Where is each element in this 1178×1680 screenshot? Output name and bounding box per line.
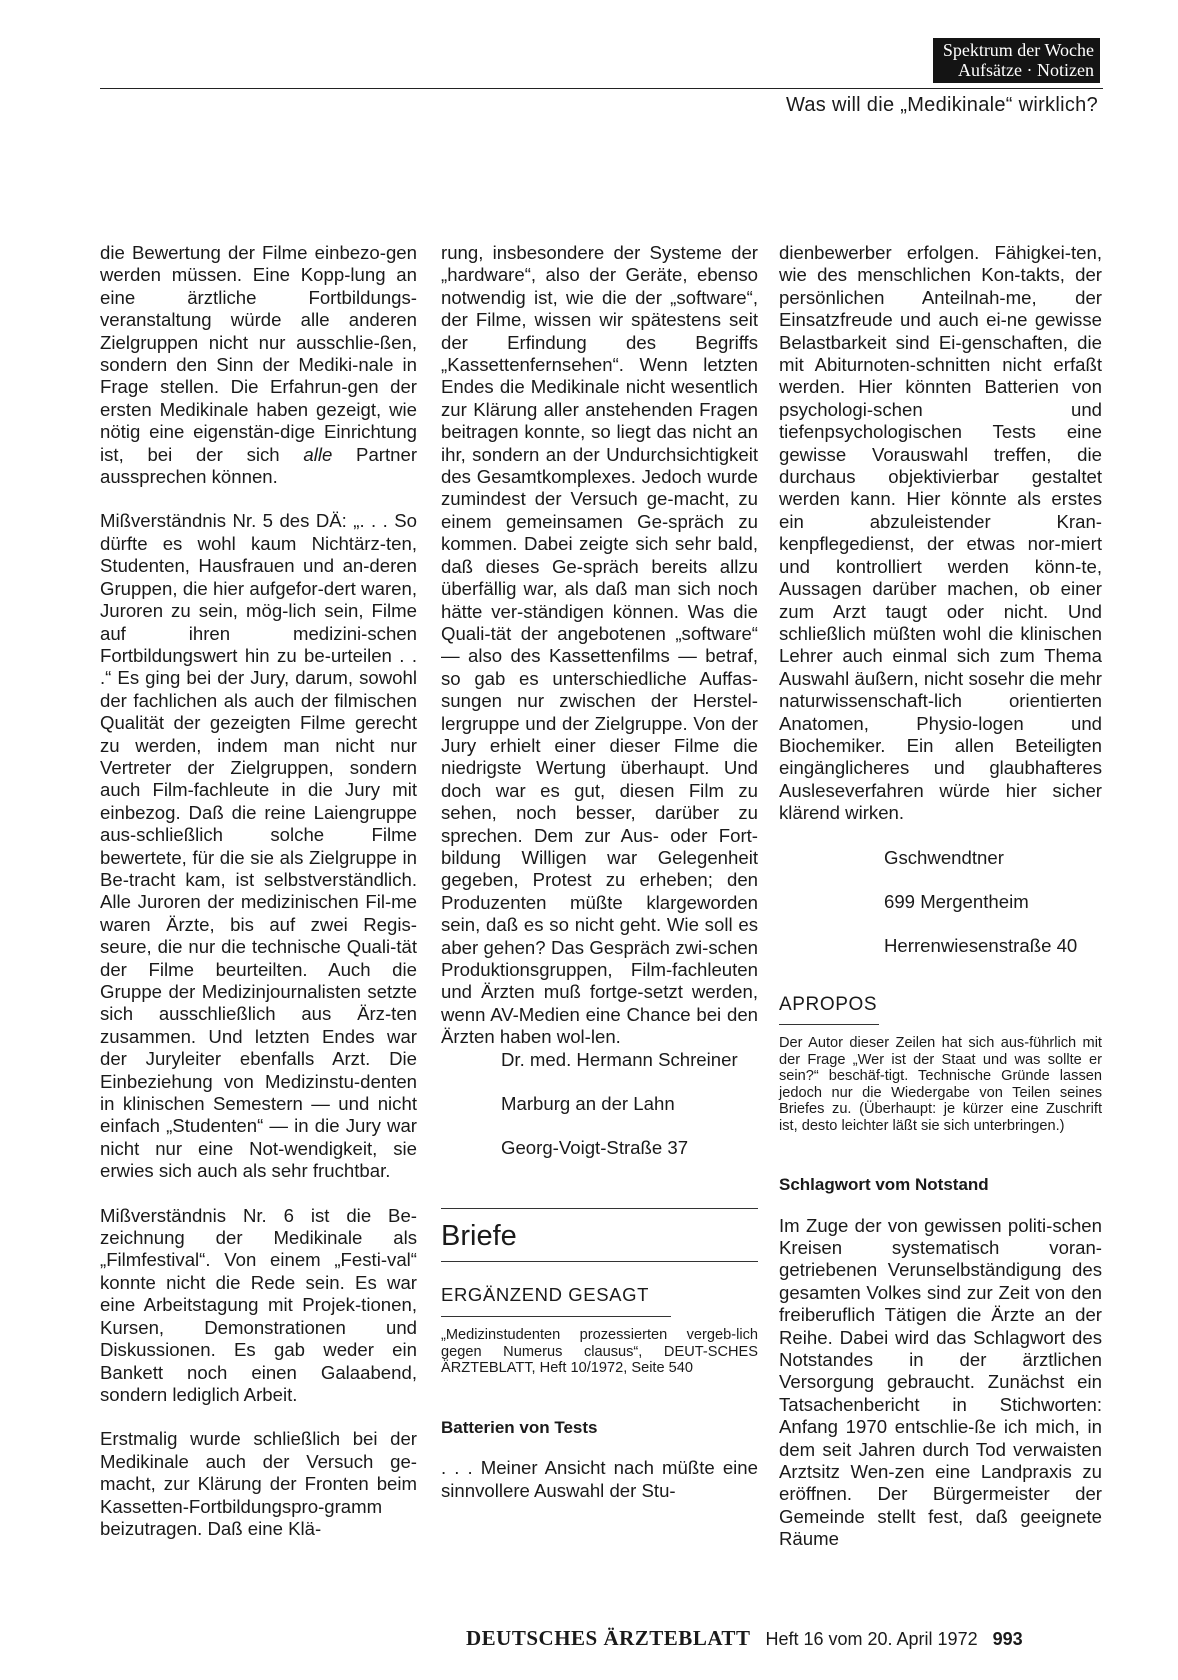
divider	[441, 1208, 758, 1209]
signature-city: Marburg an der Lahn	[501, 1093, 675, 1115]
editorial-note: Der Autor dieser Zeilen hat sich aus-führlich mit der Frage „Wer ist der Staat und was sollte er sein?“ beschäf-tigt. Technische Gründe lassen jedoch nur die Wiedergabe von Teilen seines Briefes zu. (Überhaupt: je kürzer eine Zuschrift ist, desto leichter läßt sie sich unterbringen.)	[779, 1035, 1102, 1134]
signature-street: Herrenwiesenstraße 40	[884, 935, 1078, 957]
paragraph: Mißverständnis Nr. 5 des DÄ: „. . . So dürfte es wohl kaum Nichtärz-ten, Studenten, Hausfrauen und an-deren Gruppen, die hier aufgefor-dert waren, Juroren zu sein, mög-lich sein, Filme auf ihren medizini-schen Fortbildungswert hin zu be-urteilen . . .“ Es ging bei der Jury, darum, sowohl der fachlichen als auch der filmischen Qualität der gezeigten Filme gerecht zu werden, indem man nicht nur Vertreter der Zielgruppen, sondern auch Film-fachleute in die Jury mit einbezog. Daß die reine Laiengruppe aus-schließlich solche Filme bewertete, für die sie als Zielgruppe in Be-tracht kam, ist selbstverständlich. Alle Juroren der medizinischen Fil-me waren Ärzte, bis auf zwei Regis-seure, die nur die technische Quali-tät der Filme beurteilten. Auch die Gruppe der Medizinjournalisten setzte sich ausschließlich aus Ärz-ten zusammen. Und letzten Endes war der Juryleiter ebenfalls Arzt. Die Einbeziehung von Medizinstu-denten in klinischen Semestern — und nicht einfach „Studenten“ — in die Jury war nicht nur eine Not-wendigkeit, sie erwies sich auch als sehr fruchtbar.	[100, 510, 417, 1182]
column-2	[441, 242, 758, 1502]
section-title-briefe: Briefe	[441, 1219, 517, 1252]
letter-heading: ERGÄNZEND GESAGT	[441, 1284, 671, 1317]
paragraph: Im Zuge der von gewissen politi-schen Kreisen systematisch voran-getriebenen Verunselbständigung des gesamten Volkes sind zur Zeit von den freiberuflich Tätigen die Ärzte an der Reihe. Dabei wird das Schlagwort des Notstandes in der ärztlichen Versorgung gebraucht. Zunächst ein Tatsachenbericht in Stichworten: Anfang 1970 entschlie-ße ich mich, in dem seit Jahren durch Tod verwaisten Arztsitz Wen-zen eine Landpraxis zu eröffnen. Der Bürgermeister der Gemeinde stellt fest, daß geeignete Räume	[779, 1214, 1102, 1550]
column-3	[779, 242, 1102, 1551]
letter-subheading: Batterien von Tests	[441, 1417, 598, 1437]
signature-name: Dr. med. Hermann Schreiner	[501, 1048, 738, 1070]
letter-subheading: Schlagwort vom Notstand	[779, 1175, 989, 1195]
paragraph: dienbewerber erfolgen. Fähigkei-ten, wie des menschlichen Kon-takts, der persönlichen Anteilnah-me, der Einsatzfreude und auch ei-ne gewisse Belastbarkeit sind Ei-genschaften, die mit Abiturnoten-schnitten nicht erfaßt werden. Hier könnten Batterien von psychologi-schen und tiefenpsychologischen Tests eine gewisse Vorauswahl treffen, die durchaus objektivierbar gestaltet werden kann. Hier könnte als erstes ein abzuleistender Kran-kenpflegedienst, der etwas nor-miert und kontrolliert werden könn-te, Aussagen darüber machen, ob einer zum Arzt taugt oder nicht. Und schließlich müßten wohl die klinischen Lehrer auch einmal sich zum Thema Auswahl äußern, nicht sosehr die mehr naturwissenschaft-lich orientierten Anatomen, Physio-logen und Biochemiker. Ein allen Beteiligten eingänglicheres und glaubhafteres Ausleseverfahren würde hier sicher klärend wirken.	[779, 242, 1102, 824]
paragraph: Erstmalig wurde schließlich bei der Medikinale auch der Versuch ge-macht, zur Klärung der Fronten beim Kassetten-Fortbildungspro-gramm beizutragen. Daß eine Klä-	[100, 1428, 417, 1539]
page-number: 993	[992, 1629, 1023, 1649]
column-1	[100, 242, 417, 1540]
paragraph: rung, insbesondere der Systeme der „hardware“, also der Geräte, ebenso notwendig ist, wie die der „software“, der Filme, wissen wir spätestens seit der Erfindung des Begriffs „Kassettenfernsehen“. Wenn letzten Endes die Medikinale nicht wesentlich zur Klärung aller anstehenden Fragen beitragen konnte, so liegt das nicht an ihr, sondern an der Undurchsichtigkeit des Gesamtkomplexes. Jedoch wurde zumindest der Versuch ge-macht, zu einem gemeinsamen Ge-spräch zu kommen. Dabei zeigte sich sehr bald, daß dieses Ge-spräch bereits allzu überfällig war, als daß man sich noch hätte ver-ständigen können. Was die Quali-tät der angebotenen „software“ — also des Kassettenfilms — betraf, so gab es unterschiedliche Auffas-sungen nur zwischen der Herstel-lergruppe und der Zielgruppe. Von der Jury erhielt einer dieser Filme die niedrigste Wertung überhaupt. Und doch war es gut, diesen Film zu sehen, noch besser, darüber zu sprechen. Dem zur Aus- oder Fort-bildung Willigen war Gelegenheit gegeben, Protest zu erheben; den Produzenten müßte klargeworden sein, daß es so nicht geht. Wie soll es aber gehen? Das Gespräch zwi-schen Produktionsgruppen, Film-fachleuten und Ärzten muß fortge-setzt werden, wenn AV-Medien eine Chance bei den Ärzten haben wol-len.	[441, 242, 758, 1048]
badge-line-2: Aufsätze · Notizen	[958, 60, 1094, 80]
signature-name: Gschwendtner	[884, 846, 1004, 868]
section-badge	[933, 38, 1100, 83]
reference: „Medizinstudenten prozessierten vergeb-lich gegen Numerus clausus“, DEUT-SCHES ÄRZTEBLATT, Heft 10/1972, Seite 540	[441, 1327, 758, 1377]
paragraph: . . . Meiner Ansicht nach müßte eine sinnvollere Auswahl der Stu-	[441, 1457, 758, 1501]
running-title: Was will die „Medikinale“ wirklich?	[785, 94, 1098, 116]
emphasis: alle	[303, 443, 333, 465]
apropos-heading: APROPOS	[779, 994, 879, 1025]
signature-street: Georg-Voigt-Straße 37	[501, 1137, 689, 1159]
page-footer	[466, 1626, 1023, 1651]
paragraph: Mißverständnis Nr. 6 ist die Be-zeichnung der Medikinale als „Filmfestival“. Von einem „Festi-val“ konnte nicht die Rede sein. Es war eine Arbeitstagung mit Projek-tionen, Kursen, Demonstrationen und Diskussionen. Es gab weder ein Bankett noch einen Galaabend, sondern lediglich Arbeit.	[100, 1204, 417, 1405]
paragraph: die Bewertung der Filme einbezo-gen werden müssen. Eine Kopp-lung an eine ärztliche Fortbildungs-veranstaltung würde alle anderen Zielgruppen nicht nur ausschlie-ßen, sondern den Sinn der Mediki-nale in Frage stellen. Die Erfahrun-gen der ersten Medikinale haben gezeigt, wie nötig eine eigenstän-dige Einrichtung ist, bei der sich alle Partner aussprechen können.	[100, 242, 418, 488]
signature-city: 699 Mergentheim	[884, 890, 1029, 912]
badge-line-1: Spektrum der Woche	[942, 40, 1094, 60]
divider	[441, 1261, 758, 1262]
header-rule	[100, 88, 1103, 89]
journal-name: DEUTSCHES ÄRZTEBLATT	[466, 1626, 751, 1650]
issue-info: Heft 16 vom 20. April 1972	[765, 1629, 978, 1649]
